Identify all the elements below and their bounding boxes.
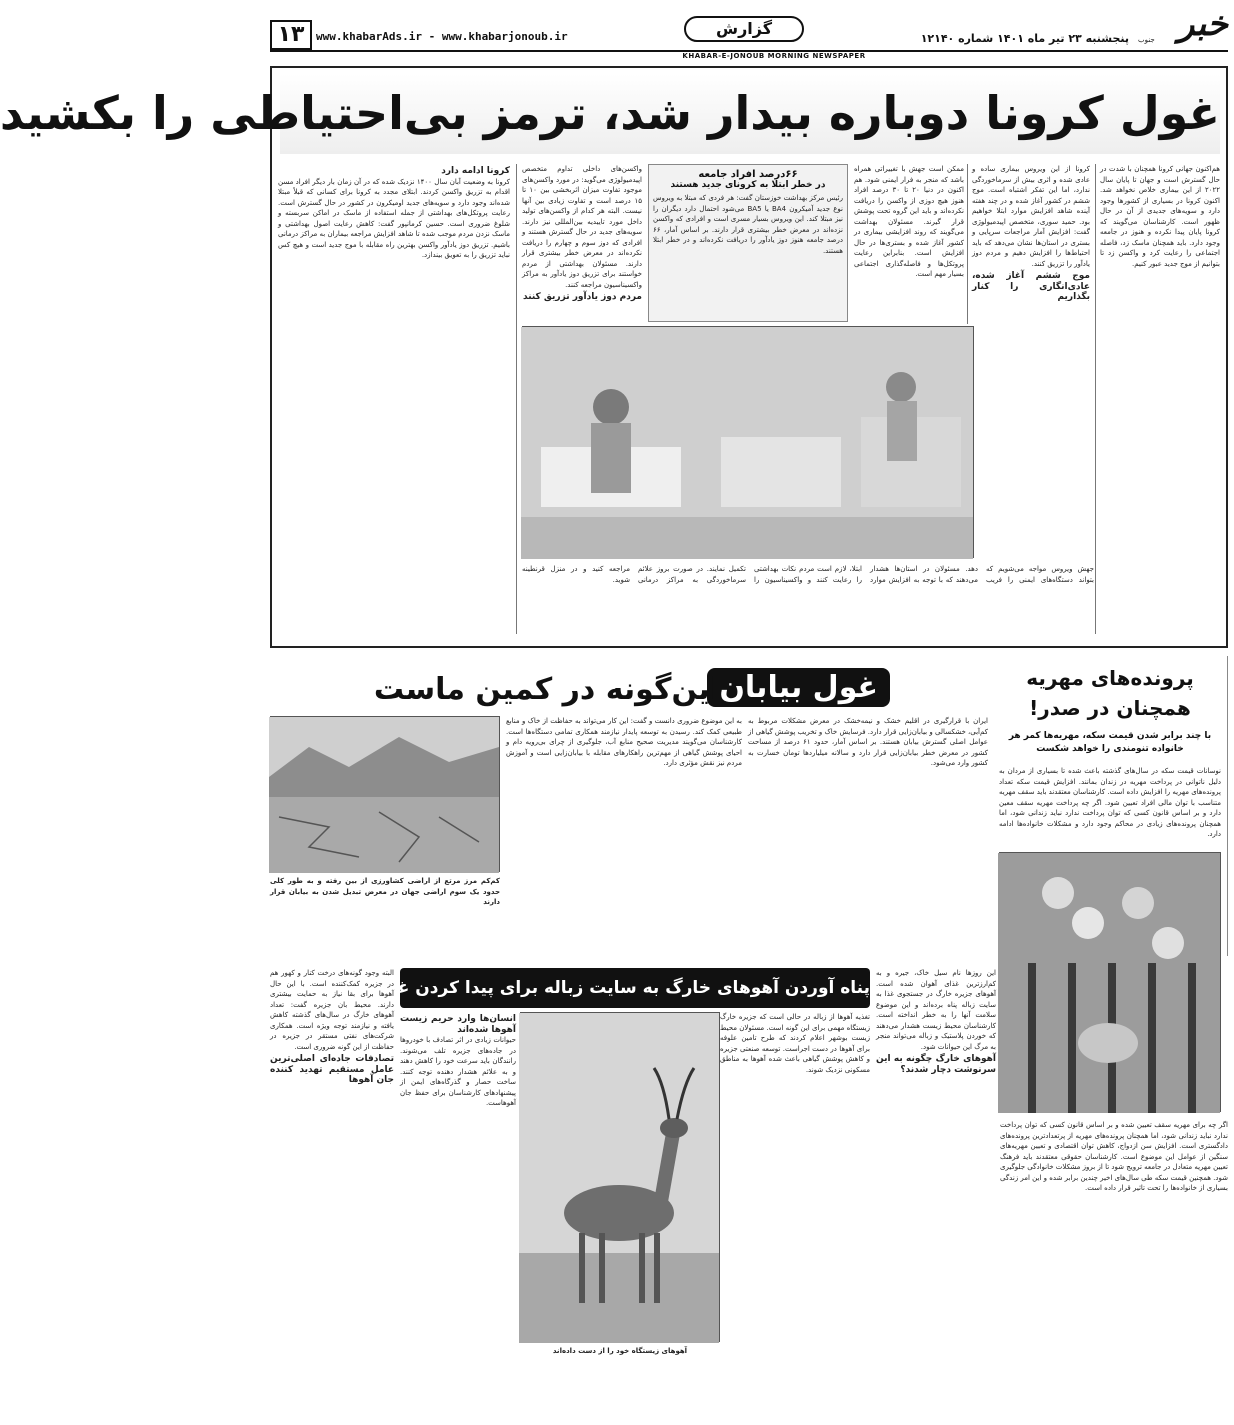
deer-subhead-2: تصادفات جاده‌ای اصلی‌ترین عامل مستقیم تهدید کننده جان آهوها (270, 1054, 394, 1085)
lead-subhead-1: کرونا ادامه دارد (441, 166, 510, 176)
issue-date: پنجشنبه ۲۳ تیر ماه ۱۴۰۱ شماره ۱۲۱۴۰ (920, 32, 1129, 45)
deer-caption: آهوهای زیستگاه خود را از دست داده‌اند (552, 1347, 688, 1355)
lead-col1-text: کرونا به وضعیت آبان سال ۱۴۰۰ نزدیک شده که در آن زمان بار دیگر افراد مسن اقدام به تزریق واکسن کردند. ابتلای مجدد به کرونا برای کسانی که قبلاً مبتلا شده‌اند وجود دارد و سویه‌های جدید اومیکرون در کشور در حال گسترش است. رعایت پروتکل‌های بهداشتی از جمله استفاده از ماسک در اماکن سربسته و شلوغ ضروری است. حسین کرمانپور گفت: کاهش رعایت اصول بهداشتی و ماسک نزدن مردم موجب شده تا شاهد افزایش مراجعه بیماران به مراکز درمانی باشیم. تزریق دوز یادآور واکسن بهترین راه مقابله با موج جدید است و هیچ کس نباید تزریق را به تعویق بیندازد. (278, 177, 510, 259)
deer-illustration (519, 1013, 719, 1343)
deer-text-1 (876, 968, 996, 1416)
masthead-websites[interactable]: www.khabarAds.ir - www.khabarjonoub.ir (316, 30, 568, 43)
desert-headline-text: این‌گونه در کمین ماست (373, 672, 720, 707)
lead-box-title-1: ۶۶درصد افراد جامعه (698, 169, 798, 180)
lead-col2-text: واکسن‌های داخلی تداوم متخصص اپیدمیولوژی می‌گوید: در مورد واکسن‌های موجود تفاوت میزان اثربخشی بین ۱۰ تا ۱۵ درصد است و تفاوت زیادی بین آنها نیست. البته هر کدام از واکسن‌های تولید داخل مورد تاییدیه بین‌المللی نیز دارند. سویه‌های جدید در حال گسترش هستند و افرادی که دوز سوم و چهارم را دریافت نکرده‌اند در معرض خطر بیشتری قرار دارند. مسئولان بهداشتی از مردم خواستند برای تزریق دوز یادآور به مراکز واکسیناسیون مراجعه کنند. (522, 165, 642, 289)
masthead-subtitle: KHABAR-E-JONOUB MORNING NEWSPAPER (682, 52, 866, 60)
deer-text-1-body: این روزها نام سیل خاک، جیره و به کم‌ارزترین غذای آهوان شده است. آهوهای جزیره خارگ در جستجوی غذا به سایت زباله پناه برده‌اند و این موضوع سلامت آنها را به خطر انداخته است. کارشناسان محیط زیست هشدار می‌دهند که خوردن پلاستیک و زباله می‌تواند منجر به مرگ این حیوانات شود. (876, 969, 996, 1051)
lead-col4 (972, 164, 1090, 614)
dowry-headline-1: پرونده‌های مهریه (1026, 666, 1194, 690)
desert-headline-badge: غول بیابان (707, 668, 890, 707)
lead-bottom (522, 564, 1094, 642)
desert-headline (373, 664, 890, 718)
lead-subhead-2: موج ششم آغاز شده، عادی‌انگاری را کنار بگذاریم (972, 271, 1090, 302)
deer-text-3 (400, 1012, 516, 1416)
lead-col5-text: هم‌اکنون جهانی کرونا همچنان با شدت در حال گسترش است و جهان تا پایان سال ۲۰۲۲ از این بیماری خلاص نخواهد شد. اکنون کرونا در بسیاری از کشورها وجود دارد و سویه‌های جدیدی از آن در حال ظهور است. کارشناسان می‌گویند که کرونا پایان پیدا نکرده و هنوز در جامعه وجود دارد. باید همچنان ماسک زد، فاصله اجتماعی را رعایت کرد و واکسن زد تا بتوانیم از موج جدید عبور کنیم. (1100, 165, 1220, 268)
lead-headline: غول کرونا دوباره بیدار شد، ترمز بی‌احتیاطی را بکشید (280, 74, 1220, 154)
deer-subhead-3: آهوهای خارگ چگونه به این سرنوشت دچار شدند؟ (876, 1054, 996, 1075)
page-number: ۱۳ (270, 20, 312, 50)
lead-box-title-2: در خطر ابتلا به کرونای جدید هستند (670, 180, 826, 190)
logo-small: جنوب (1138, 36, 1155, 44)
hospital-illustration (521, 327, 973, 559)
deer-text-4-body: البته وجود گونه‌های درخت کنار و کهور هم در جزیره کمک‌کننده است. با این حال آهوها برای بقا نیاز به حمایت بیشتری دارند. محیط بان جزیره گفت: تعداد آهوهای خارگ در سال‌های گذشته کاهش یافته و نیازمند توجه ویژه است. همکاری شرکت‌های نفتی مستقر در جزیره در حفاظت از این گونه ضروری است. (270, 969, 394, 1051)
hospital-photo (522, 326, 974, 558)
prison-illustration (998, 853, 1220, 1113)
logo-text: خبر (1177, 4, 1228, 44)
dowry-deck: با چند برابر شدن قیمت سکه، مهریه‌ها کمر هر خانواده تنومندی را خواهد شکست (1008, 731, 1212, 754)
deer-text-2: تغذیه آهوها از زباله در حالی است که جزیره خارگ زیستگاه مهمی برای این گونه است. مسئولان محیط زیست بوشهر اعلام کردند که طرح تامین علوفه برای آهوها در دست اجراست. توسعه صنعتی جزیره و کاهش پوشش گیاهی باعث شده آهوها به مناطق مسکونی نزدیک شوند. (720, 1013, 870, 1074)
dowry-story (994, 656, 1228, 956)
newspaper-logo (1136, 4, 1228, 50)
desert-text-1: ایران با قرارگیری در اقلیم خشک و نیمه‌خشک در معرض مشکلات مربوط به کم‌آبی، خشکسالی و بیابان‌زایی قرار دارد. فرسایش خاک و تخریب پوشش گیاهی از عوامل اصلی گسترش بیابان هستند. بر اساس آمار، حدود ۶۱ درصد از مساحت کشور در معرض خطر بیابان‌زایی قرار دارد و سالانه میلیاردها تومان خسارت به کشور وارد می‌شود. (748, 717, 988, 767)
lead-col1 (278, 164, 510, 634)
lead-subhead-3: مردم دوز یادآور تزریق کنند (523, 292, 642, 302)
deer-story (270, 962, 996, 1422)
lead-bottom-text: جهش ویروس مواجه می‌شویم که بتواند دستگاه‌های ایمنی را فریب دهد. مسئولان در استان‌ها هشدار می‌دهند که با توجه به افزایش موارد ابتلا، لازم است مردم نکات بهداشتی را رعایت کنند و واکسیناسیون را تکمیل نمایند. در صورت بروز علائم سرماخوردگی به مراکز درمانی مراجعه کنید و در منزل قرنطینه شوید. (522, 565, 1094, 584)
desert-photo (270, 716, 500, 872)
deer-photo (520, 1012, 720, 1342)
deer-text-4 (270, 968, 394, 1416)
deer-subhead-1: انسان‌ها وارد حریم زیست آهوها شده‌اند (400, 1014, 516, 1035)
desert-text-2: به این موضوع ضروری دانست و گفت: این کار می‌تواند به حفاظت از خاک و منابع طبیعی کمک کند. رسیدن به توسعه پایدار نیازمند همکاری تمامی دستگاه‌ها است. کارشناسان می‌گویند مدیریت صحیح منابع آب، جلوگیری از چرای بی‌رویه دام و احیای پوشش گیاهی از مهم‌ترین راهکارهای مقابله با بیابان‌زایی است و آموزش مردم نیز نقش مؤثری دارد. (506, 717, 742, 767)
lead-col3-text: ممکن است جهش با تغییراتی همراه باشد که منجر به فرار ایمنی شود. هم اکنون در دنیا ۲۰ تا ۳۰ درصد افراد هنوز هیچ دوزی از واکسن را دریافت نکرده‌اند و باید این گروه تحت پوشش قرار گیرند. مسئولان بهداشت می‌گویند که روند افزایشی بیماری در کشور آغاز شده و بستری‌ها در حال افزایش است. بنابراین رعایت پروتکل‌ها و فاصله‌گذاری اجتماعی بسیار مهم است. (854, 165, 965, 278)
desert-story (270, 656, 990, 956)
deer-text-3-body: حیوانات زیادی در اثر تصادف با خودروها در جاده‌های جزیره تلف می‌شوند. رانندگان باید سرعت خود را کاهش دهند و به علائم هشدار دهنده توجه کنند. ساخت حصار و گذرگاه‌های ایمن از پیشنهادهای کارشناسان برای حفظ جان آهوهاست. (400, 1036, 516, 1107)
lead-box-text: رئیس مرکز بهداشت خوزستان گفت: هر فردی که مبتلا به ویروس نوع جدید آمیکرون BA4 یا BA5 می‌شود احتمال دارد دیگران را نیز مبتلا کند. این ویروس بسیار مسری است و افرادی که واکسن نزده‌اند در معرض خطر بیشتری قرار دارند. بر اساس آمار، ۶۶ درصد جامعه هنوز دوز یادآور را دریافت نکرده‌اند و در خطر ابتلا هستند. (653, 194, 843, 255)
lead-col3 (854, 164, 964, 322)
masthead (264, 0, 1234, 62)
lead-col2 (522, 164, 642, 322)
desert-illustration (269, 717, 499, 873)
desert-caption: کم‌کم مرز مرتع از اراضی کشاورزی از بین رفته و به طور کلی حدود یک سوم اراضی جهان در معرض تبدیل شدن به بیابان قرار دارند (270, 877, 500, 906)
dowry-bottom-text: اگر چه برای مهریه سقف تعیین شده و بر اساس قانون کسی که توان پرداخت ندارد نباید زندانی شود، اما همچنان پرونده‌های مهریه از پرتعدادترین پرونده‌های دادگستری است. افزایش سن ازدواج، کاهش توان اقتصادی و تعیین مهریه‌های سنگین از عوامل این موضوع است. کارشناسان حقوقی معتقدند باید فرهنگ تعیین مهریه متعادل در جامعه ترویج شود تا از بروز مشکلات خانوادگی جلوگیری شود. همچنین قیمت سکه طی سال‌های اخیر چندین برابر شده و این امر زندگی بسیاری از خانواده‌ها را تحت تاثیر قرار داده است. (1000, 1121, 1228, 1192)
lead-story (0, 66, 1228, 648)
lead-col4-text: کرونا از این ویروس بیماری ساده و عادی شده و اثری بیش از سرماخوردگی ندارد، اما این تفکر اشتباه است. موج ششم در کشور آغاز شده و در چند هفته آینده شاهد افزایش موارد ابتلا خواهیم بود. حمید سوری، متخصص اپیدمیولوژی گفت: افزایش آمار مراجعات سرپایی و بستری در استان‌ها نشان می‌دهد که باید احتیاط‌ها را افزایش دهیم و مردم دوز یادآور را تزریق کنند. (972, 165, 1090, 268)
deer-headline: پناه آوردن آهوهای خارگ به سایت زباله برای پیدا کردن غذا (400, 968, 870, 1008)
dowry-headline-2: همچنان در صدر! (1029, 696, 1191, 720)
dowry-text: نوسانات قیمت سکه در سال‌های گذشته باعث شده تا بسیاری از مردان به دلیل ناتوانی در پرداخت مهریه در زندان بمانند. افزایش قیمت سکه تعداد پرونده‌های مهریه را افزایش داده است. کارشناسان معتقدند باید سقف مهریه متناسب با توان مالی افراد تعیین شود. اگر چه پرداخت مهریه سقف معین دارد و بر اساس قانون کسی که توان پرداخت ندارد نباید زندانی شود، اما همچنان پرونده‌های زیادی در محاکم وجود دارد و مشکلات خانواده‌ها ادامه دارد. (999, 767, 1221, 838)
lead-col5 (1100, 164, 1220, 634)
section-label: گزارش (684, 16, 804, 42)
prison-photo (999, 852, 1221, 1112)
lead-box (648, 164, 848, 322)
